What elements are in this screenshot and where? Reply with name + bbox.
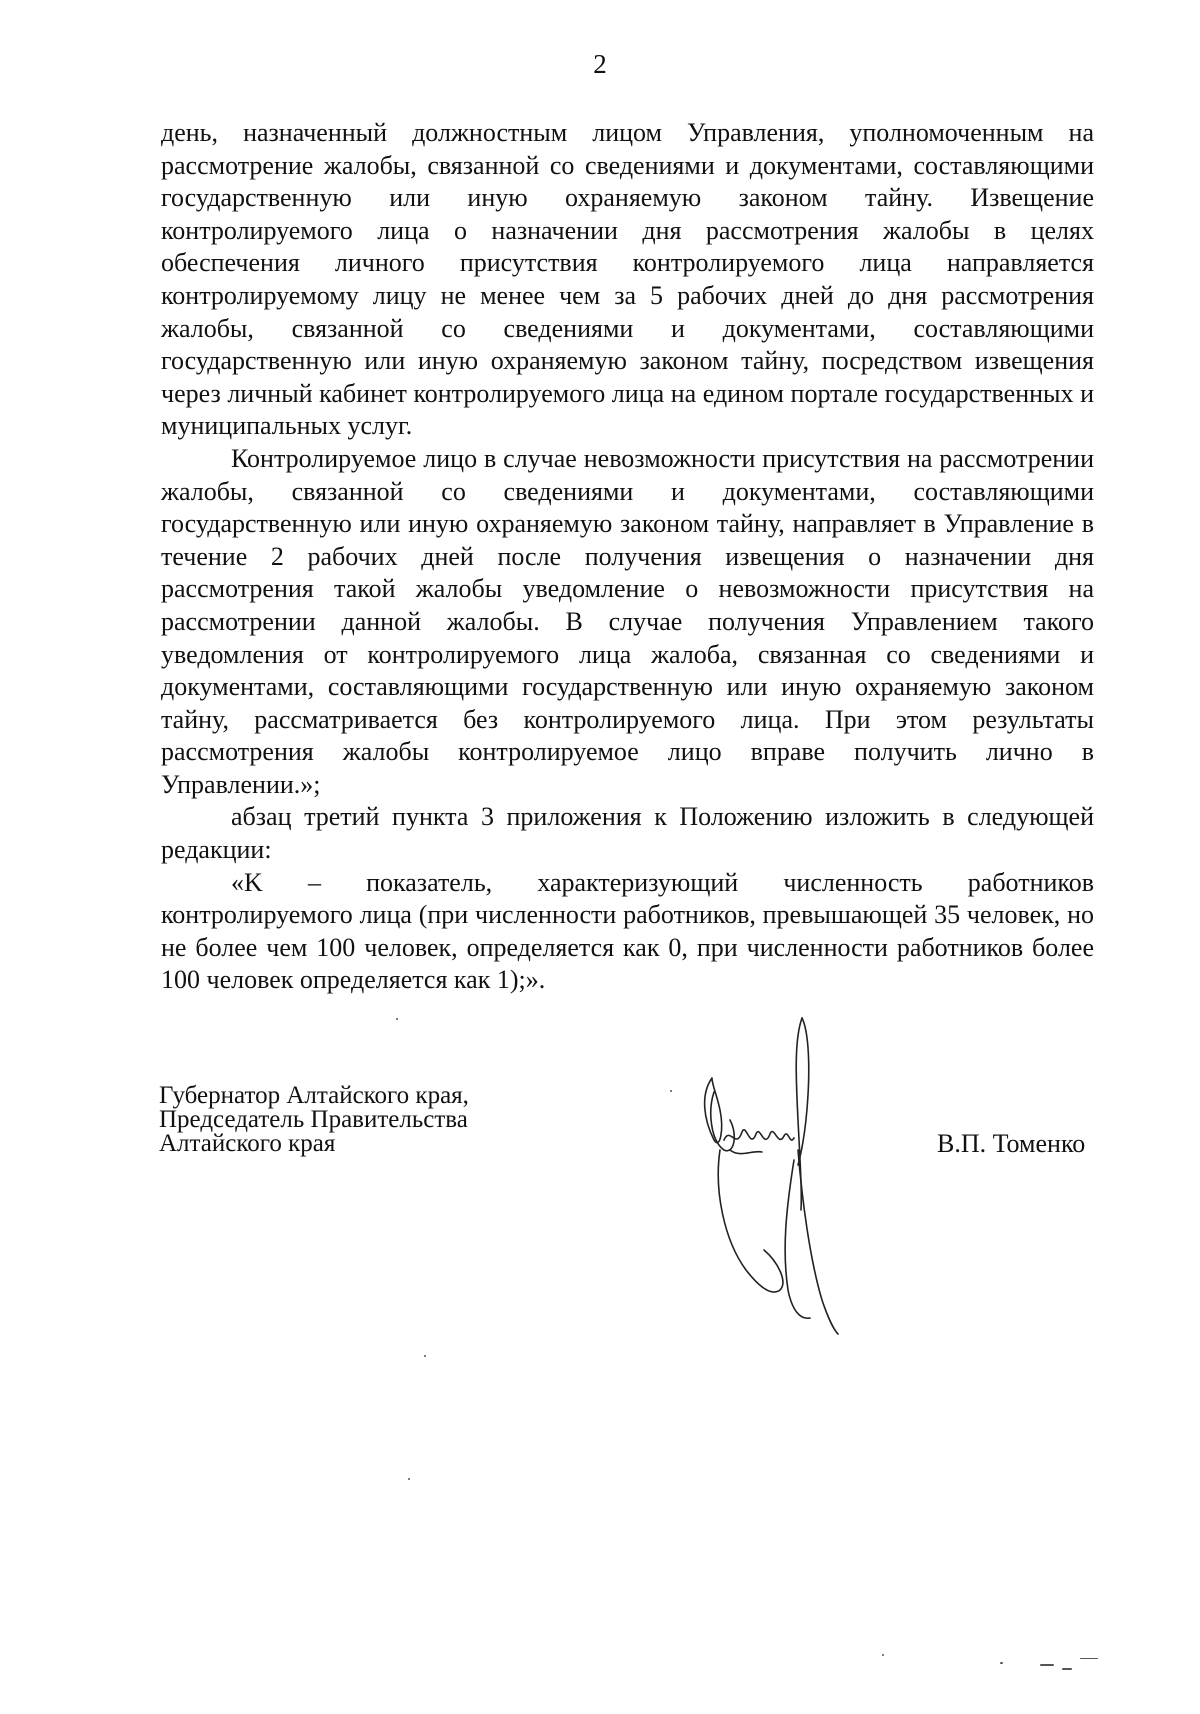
paragraph-1: день, назначенный должностным лицом Управления, уполномоченным на рассмотрение жалобы, связанной со сведениями и документами, составляющими государственную или иную охраняемую законом тайну. Извещение контролируемого лица о назначении дня рассмотрения жалобы в целях обеспечения личного присутствия контролируемого лица направляется контролируемому лицу не менее чем за 5 рабочих дней до дня рассмотрения жалобы, связанной со сведениями и документами, составляющими государственную или иную охраняемую законом тайну, посредством извещения через личный кабинет контролируемого лица на едином портале государственных и муниципальных услуг. [161, 118, 1094, 441]
scan-speck [396, 1018, 398, 1020]
signer-title-line-2: Председатель Правительства [159, 1106, 468, 1133]
document-body [161, 117, 1094, 997]
signer-title-line-3: Алтайского края [159, 1130, 336, 1157]
paragraph-3: абзац третий пункта 3 приложения к Положению изложить в следующей редакции: [161, 802, 1094, 865]
page-number: 2 [593, 49, 607, 79]
signer-title-line-1: Губернатор Алтайского края, [159, 1082, 469, 1109]
signer-title [159, 1084, 469, 1156]
scan-speck [882, 1654, 884, 1656]
paragraph-2: Контролируемое лицо в случае невозможности присутствия на рассмотрении жалобы, связанной со сведениями и документами, составляющими государственную или иную охраняемую законом тайну, направляет в Управление в течение 2 рабочих дней после получения извещения о назначении дня рассмотрения такой жалобы уведомление о невозможности присутствия на рассмотрении данной жалобы. В случае получения Управлением такого уведомления от контролируемого лица жалоба, связанная со сведениями и документами, составляющими государственную или иную охраняемую законом тайну, рассматривается без контролируемого лица. При этом результаты рассмотрения жалобы контролируемое лицо вправе получить лично в Управлении.»; [161, 443, 1094, 799]
signer-name: В.П. Томенко [937, 1129, 1086, 1158]
scan-speck [1040, 1664, 1054, 1666]
scan-speck [408, 1478, 410, 1480]
paragraph-4: «K – показатель, характеризующий численность работников контролируемого лица (при численности работников, превышающей 35 человек, но не более чем 100 человек, определяется как 0, при численности работников более 100 человек определяется как 1);». [161, 867, 1094, 995]
scan-speck [1080, 1658, 1098, 1659]
scan-speck [1000, 1662, 1003, 1664]
scan-speck [670, 1090, 672, 1092]
scan-speck [424, 1355, 426, 1357]
handwritten-signature [690, 1000, 860, 1360]
scan-speck [1062, 1668, 1072, 1670]
